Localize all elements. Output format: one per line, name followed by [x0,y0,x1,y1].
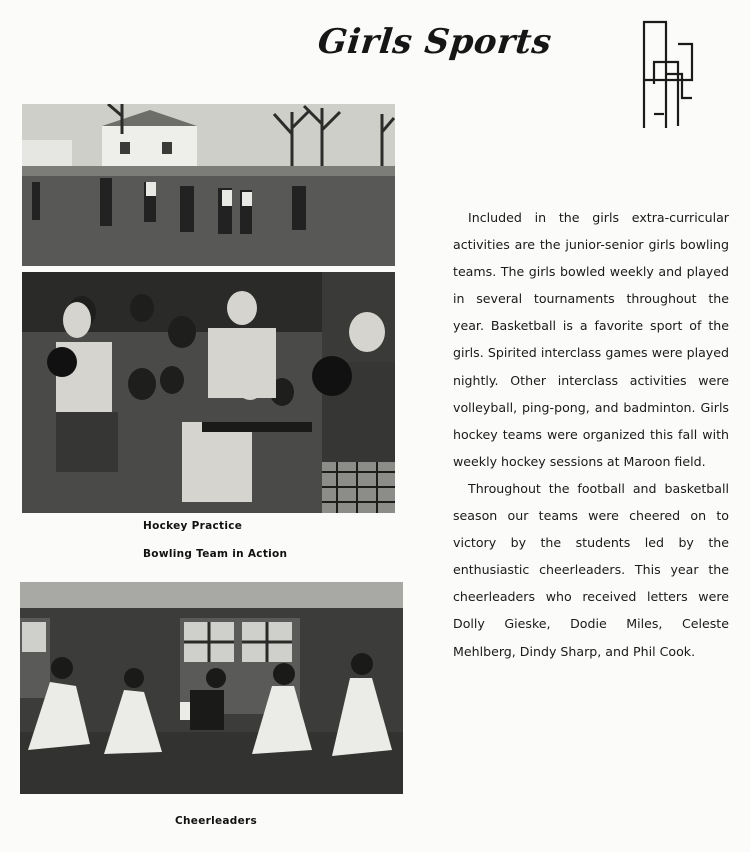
bowling-team-photo [22,272,395,513]
hockey-practice-caption: Hockey Practice [143,520,243,532]
bowling-team-caption: Bowling Team in Action [143,548,288,560]
paragraph-cheerleaders: Throughout the football and basketball season our teams were cheered on to victory by the students led by the enthusiastic cheerleaders. This year the cheerleaders who received letters were Dolly Gieske, Dodie Miles, Celeste Mehlberg, Dindy Sharp, and Phil Cook. [453,480,729,659]
paragraph-bowling-hockey: Included in the girls extra-curricular activities are the junior-senior girls bowling teams. The girls bowled weekly and played in several tournaments throughout the year. Basketball is a favorite sport of the girls. Spirited interclass games were played nightly. Other interclass activities were volleyball, ping-pong, and badminton. Girls hockey teams were organized this fall with weekly hockey sessions at Maroon field. [453,210,729,469]
cheerleaders-photo [20,582,403,794]
article-body [453,204,729,665]
hockey-practice-photo [22,104,395,266]
ag-monogram-icon [638,18,698,130]
page-title: Girls Sports [315,22,554,62]
cheerleaders-caption: Cheerleaders [175,815,258,827]
